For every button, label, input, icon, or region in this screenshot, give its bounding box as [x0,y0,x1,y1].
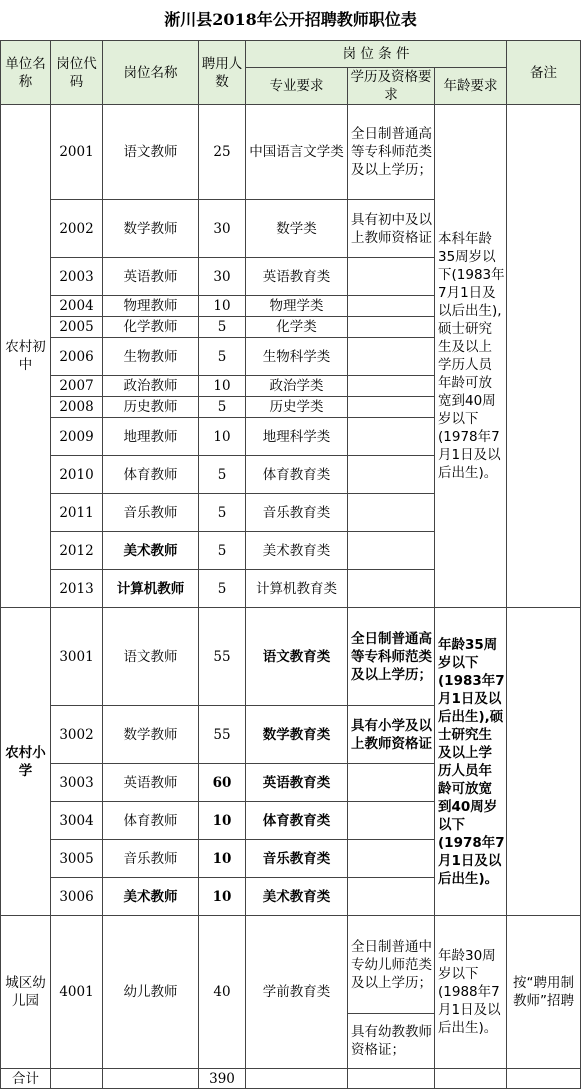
header-conditions: 岗 位 条 件 [246,41,507,68]
name-cell: 语文教师 [103,105,199,200]
page-title: 淅川县2018年公开招聘教师职位表 [164,10,417,29]
education-cell [348,840,435,878]
education-cell [348,764,435,802]
education-cell [348,296,435,317]
code-cell: 2001 [51,105,103,200]
major-cell: 化学类 [246,317,348,338]
education-cell: 具有小学及以上教师资格证 [348,706,435,764]
count-cell: 10 [199,418,246,456]
count-cell: 25 [199,105,246,200]
count-cell: 55 [199,706,246,764]
count-cell: 5 [199,532,246,570]
major-cell: 英语教育类 [246,258,348,296]
total-label: 合计 [1,1069,51,1089]
name-cell: 历史教师 [103,397,199,418]
count-cell: 10 [199,802,246,840]
education-cell [348,397,435,418]
education-cell: 全日制普通高等专科师范类及以上学历； [348,105,435,200]
major-cell: 数学类 [246,200,348,258]
code-cell: 2011 [51,494,103,532]
name-cell: 美术教师 [103,878,199,916]
code-cell: 3002 [51,706,103,764]
code-cell: 2009 [51,418,103,456]
total-empty [435,1069,507,1089]
code-cell: 2004 [51,296,103,317]
major-cell: 音乐教育类 [246,494,348,532]
education-cell [348,317,435,338]
education-cell: 具有初中及以上教师资格证 [348,200,435,258]
age-kindergarten: 年龄30周岁以下(1988年7月1日及以后出生)。 [435,916,507,1069]
code-cell: 2002 [51,200,103,258]
header-remarks: 备注 [507,41,581,105]
education-cell [348,258,435,296]
name-cell: 幼儿教师 [103,916,199,1069]
count-cell: 10 [199,296,246,317]
name-cell: 物理教师 [103,296,199,317]
education-cell: 全日制普通高等专科师范类及以上学历； [348,608,435,706]
education-cell [348,338,435,376]
name-cell: 数学教师 [103,706,199,764]
name-cell: 体育教师 [103,456,199,494]
count-cell: 10 [199,878,246,916]
remark-primary [507,608,581,916]
code-cell: 2008 [51,397,103,418]
major-cell: 生物科学类 [246,338,348,376]
name-cell: 体育教师 [103,802,199,840]
code-cell: 2012 [51,532,103,570]
header-major: 专业要求 [246,68,348,105]
major-cell: 体育教育类 [246,456,348,494]
name-cell: 化学教师 [103,317,199,338]
name-cell: 生物教师 [103,338,199,376]
code-cell: 3004 [51,802,103,840]
count-cell: 10 [199,376,246,397]
code-cell: 2007 [51,376,103,397]
total-empty [507,1069,581,1089]
education-cell [348,376,435,397]
count-cell: 55 [199,608,246,706]
age-middle: 本科年龄35周岁以下(1983年7月1日及以后出生),硕士研究生及以上学历人员年龄可放宽到40周岁以下(1978年7月1日及以后出生)。 [435,105,507,608]
count-cell: 5 [199,317,246,338]
total-count: 390 [199,1069,246,1089]
name-cell: 语文教师 [103,608,199,706]
header-unit: 单位名称 [1,41,51,105]
name-cell: 音乐教师 [103,840,199,878]
total-empty [246,1069,348,1089]
code-cell: 3005 [51,840,103,878]
major-cell: 地理科学类 [246,418,348,456]
count-cell: 5 [199,494,246,532]
major-cell: 计算机教育类 [246,570,348,608]
unit-primary: 农村小学 [1,608,51,916]
major-cell: 数学教育类 [246,706,348,764]
code-cell: 4001 [51,916,103,1069]
education-cell [348,532,435,570]
major-cell: 音乐教育类 [246,840,348,878]
header-education: 学历及资格要求 [348,68,435,105]
name-cell: 政治教师 [103,376,199,397]
code-cell: 3003 [51,764,103,802]
major-cell: 中国语言文学类 [246,105,348,200]
code-cell: 2003 [51,258,103,296]
major-cell: 体育教育类 [246,802,348,840]
total-empty [51,1069,103,1089]
education-cell: 具有幼教教师资格证； [348,1014,435,1069]
education-cell [348,570,435,608]
code-cell: 3006 [51,878,103,916]
code-cell: 3001 [51,608,103,706]
code-cell: 2010 [51,456,103,494]
code-cell: 2006 [51,338,103,376]
header-name: 岗位名称 [103,41,199,105]
count-cell: 5 [199,570,246,608]
education-cell [348,802,435,840]
education-cell: 全日制普通中专幼儿师范类及以上学历； [348,916,435,1014]
count-cell: 10 [199,840,246,878]
education-cell [348,494,435,532]
remark-middle [507,105,581,608]
major-cell: 语文教育类 [246,608,348,706]
count-cell: 60 [199,764,246,802]
count-cell: 5 [199,397,246,418]
name-cell: 数学教师 [103,200,199,258]
name-cell: 英语教师 [103,764,199,802]
code-cell: 2013 [51,570,103,608]
count-cell: 30 [199,258,246,296]
count-cell: 30 [199,200,246,258]
header-age: 年龄要求 [435,68,507,105]
name-cell: 英语教师 [103,258,199,296]
major-cell: 政治学类 [246,376,348,397]
header-code: 岗位代码 [51,41,103,105]
age-primary: 年龄35周岁以下(1983年7月1日及以后出生),硕士研究生及以上学历人员年龄可放宽到40周岁以下(1978年7月1日及以后出生)。 [435,608,507,916]
major-cell: 美术教育类 [246,878,348,916]
name-cell: 地理教师 [103,418,199,456]
unit-middle: 农村初中 [1,105,51,608]
total-empty [348,1069,435,1089]
major-cell: 物理学类 [246,296,348,317]
major-cell: 英语教育类 [246,764,348,802]
code-cell: 2005 [51,317,103,338]
education-cell [348,418,435,456]
count-cell: 40 [199,916,246,1069]
total-empty [103,1069,199,1089]
remark-kindergarten: 按“聘用制教师”招聘 [507,916,581,1069]
name-cell: 计算机教师 [103,570,199,608]
name-cell: 音乐教师 [103,494,199,532]
header-count: 聘用人数 [199,41,246,105]
count-cell: 5 [199,456,246,494]
education-cell [348,878,435,916]
education-cell [348,456,435,494]
count-cell: 5 [199,338,246,376]
unit-kindergarten: 城区幼儿园 [1,916,51,1069]
name-cell: 美术教师 [103,532,199,570]
major-cell: 历史学类 [246,397,348,418]
positions-table [0,40,581,1089]
major-cell: 学前教育类 [246,916,348,1069]
major-cell: 美术教育类 [246,532,348,570]
